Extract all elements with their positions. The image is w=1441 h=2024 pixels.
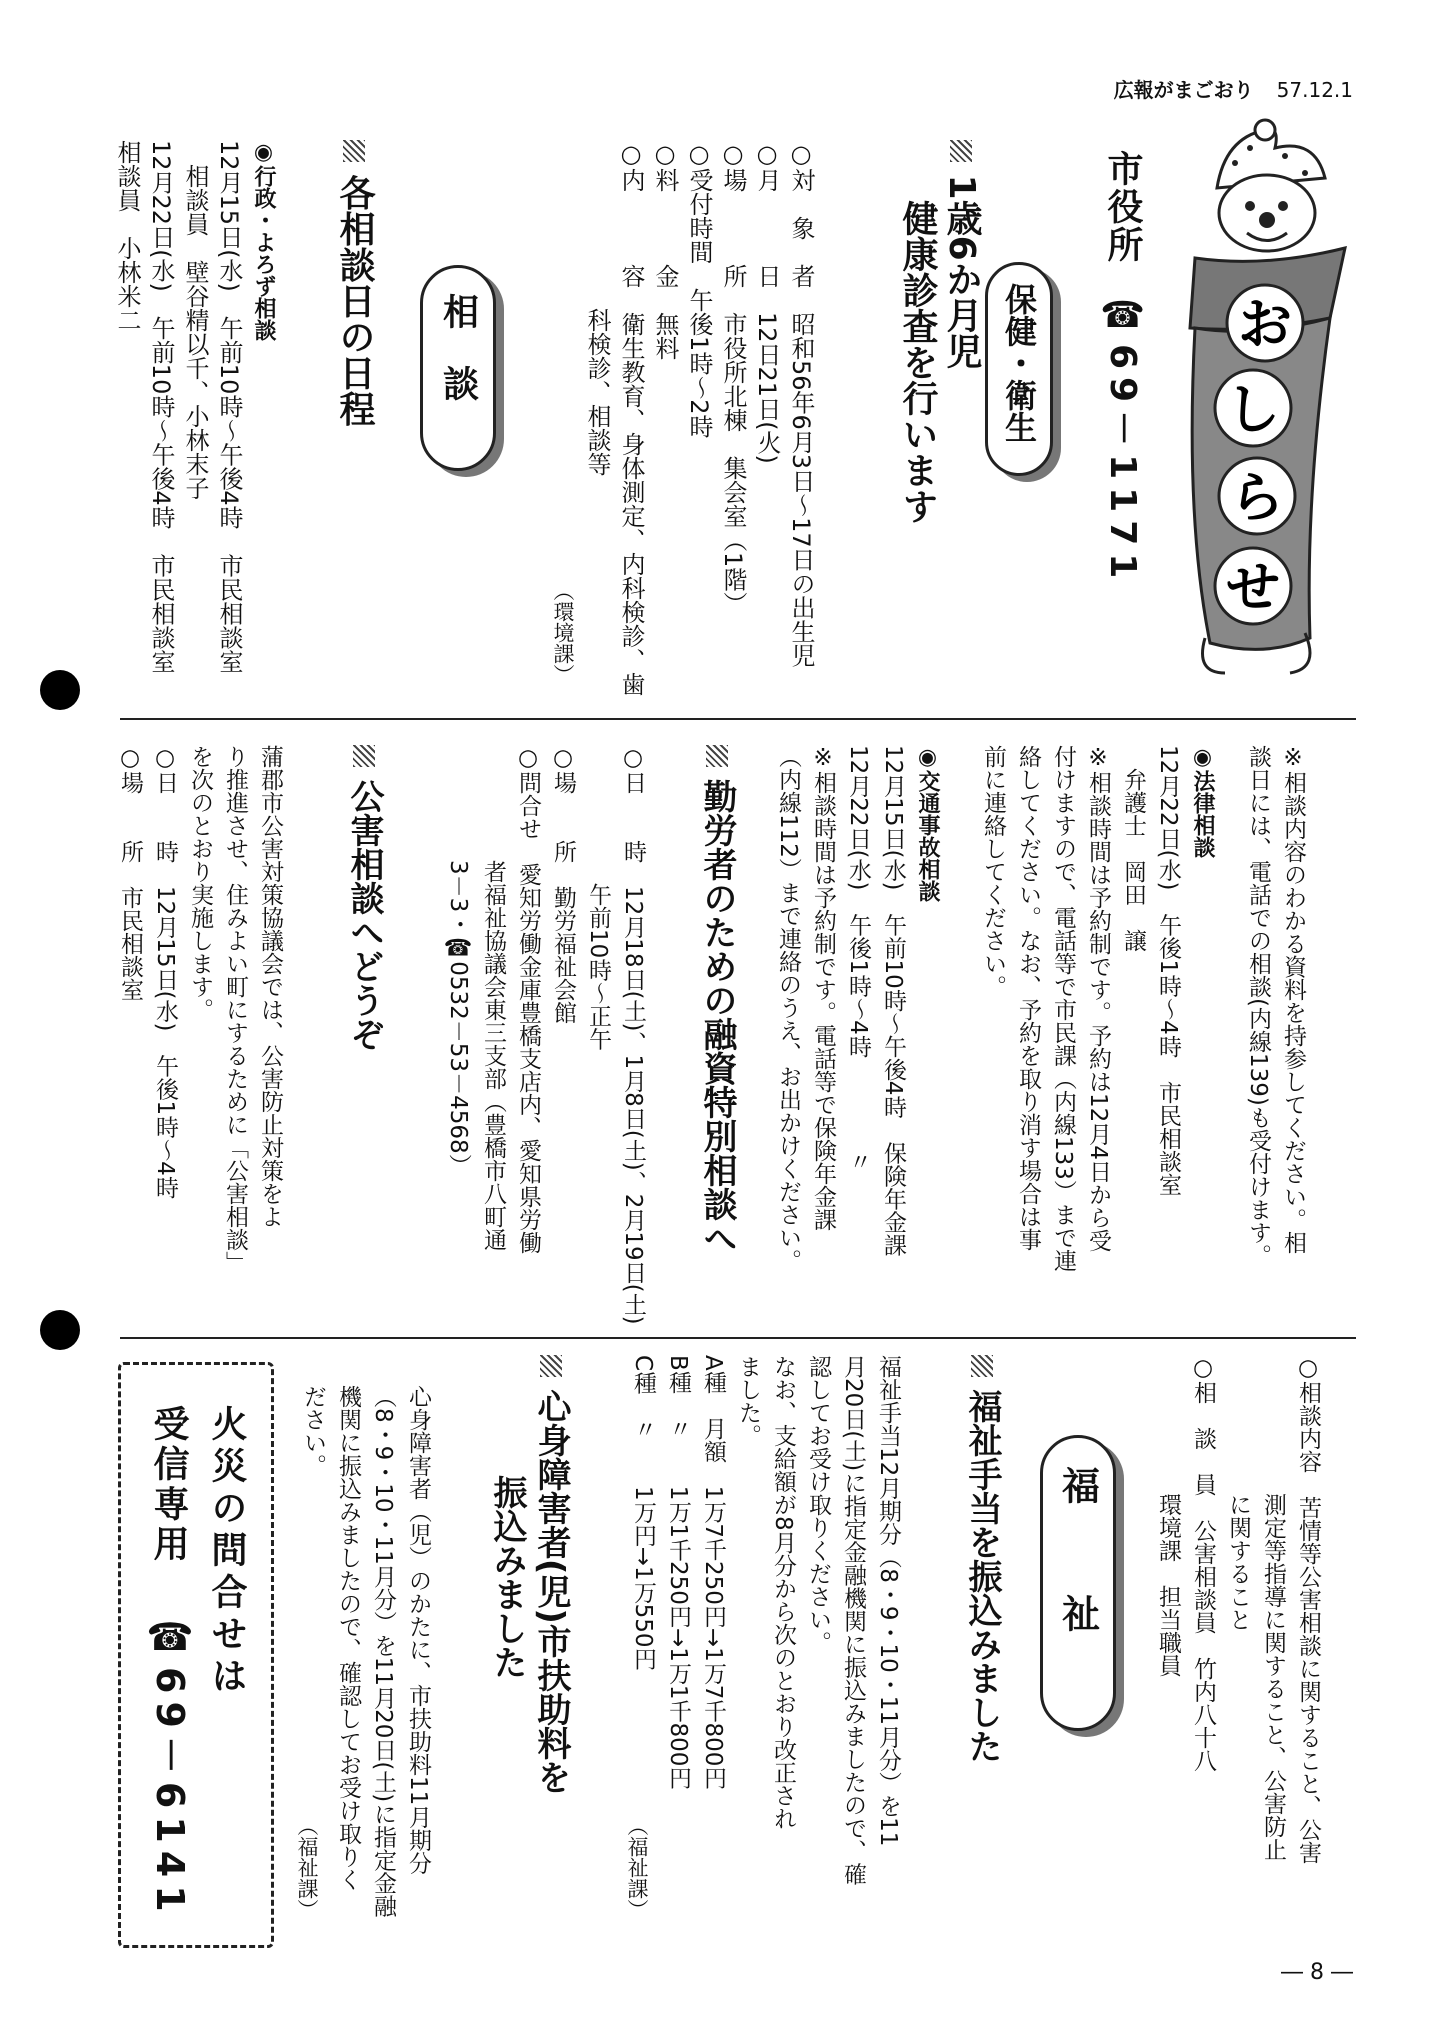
publication-name: 広報がまごおり bbox=[1113, 78, 1254, 102]
page-header bbox=[1114, 74, 1353, 103]
list-item: ました。 bbox=[735, 1355, 761, 1447]
hoken-items bbox=[580, 140, 818, 700]
hatch-icon bbox=[353, 745, 375, 767]
list-item: 科検診、相談等 bbox=[583, 140, 611, 476]
category-badge-fukushi bbox=[1040, 1435, 1116, 1731]
list-item: 付けますので、電話等で市民課（内線133）まで連 bbox=[1050, 745, 1076, 1272]
list-item: り推進させ、住みよい町にするために「公害相談」 bbox=[222, 745, 248, 1274]
shinshin-dept: （福祉課） bbox=[295, 1815, 319, 1920]
punch-hole-top bbox=[40, 670, 80, 710]
list-item: 3－3・☎0532－53－4568） bbox=[445, 745, 471, 1177]
list-item: 測定等指導に関すること、公害防止 bbox=[1260, 1355, 1286, 1861]
list-item: ださい。 bbox=[300, 1385, 326, 1477]
list-item: （内線112）まで連絡のうえ、お出かけください。 bbox=[775, 745, 801, 1272]
fire-label: 受信専用 bbox=[148, 1405, 189, 1565]
list-item: 環境課 担当職員 bbox=[1155, 1355, 1181, 1677]
subheading-koutsu: ◉交通事故相談 bbox=[915, 745, 940, 902]
kinrou-items bbox=[440, 745, 650, 1325]
list-item: ※相談時間は予約制です。予約は12月4日から受 bbox=[1085, 745, 1111, 1252]
list-item: に関すること bbox=[1225, 1355, 1251, 1631]
hoken-title bbox=[895, 140, 983, 700]
gyosei-block bbox=[110, 140, 280, 700]
list-item: ○問合せ 愛知労働金庫豊橋支店内、愛知県労働 bbox=[515, 745, 541, 1254]
list-item: 相談員 壁谷精以千、小林末子 bbox=[181, 140, 209, 500]
list-item: ○対 象 者 昭和56年6月3日～17日の出生児 bbox=[787, 140, 815, 668]
soudan-title: 各相談日の日程 bbox=[332, 140, 376, 427]
kougai-items bbox=[112, 745, 287, 1315]
list-item: ○受付時間 午後1時～2時 bbox=[685, 140, 713, 439]
list-item: ○相談内容 苦情等公害相談に関すること、公害 bbox=[1295, 1355, 1321, 1864]
list-item: ○場 所 勤労福祉会館 bbox=[550, 745, 576, 1024]
list-item: を次のとおり実施します。 bbox=[187, 745, 213, 1021]
list-item: （8・9・10・11月分）を11月20日(土)に指定金融 bbox=[370, 1385, 396, 1918]
list-item: 前に連絡してください。 bbox=[980, 745, 1006, 998]
list-item: 福祉手当12月期分（8・9・10・11月分）を11 bbox=[875, 1355, 901, 1847]
shinshin-title: 心身障害者(児)市扶助料を 振込みました bbox=[485, 1355, 573, 1955]
kinrou-title: 勤労者のための融資特別相談へ bbox=[695, 745, 739, 1255]
list-item: ○料 金 無料 bbox=[651, 140, 679, 360]
hoken-title-line1: 1歳6か月児 bbox=[939, 140, 983, 700]
category-label: 相談 bbox=[437, 293, 479, 437]
list-item: ○内 容 衛生教育、身体測定、内科検診、歯 bbox=[617, 140, 645, 696]
category-label: 保健・衛生 bbox=[1000, 283, 1038, 443]
list-item: B種 〃 1万1千250円→1万1千800円 bbox=[665, 1355, 691, 1790]
hoken-title-line2: 健康診査を行います bbox=[897, 200, 938, 524]
list-item: 12月22日(水) 午前10時～午後4時 市民相談室 bbox=[147, 140, 175, 674]
koutsu-block bbox=[770, 745, 944, 1315]
fukushi-dept: （福祉課） bbox=[625, 1815, 649, 1920]
fukushi-title: 福祉手当を振込みました bbox=[960, 1355, 1004, 1763]
list-item: 12月22日(水) 午後1時～4時 〃 bbox=[845, 745, 871, 1173]
soudan-note: ※相談内容のわかる資料を持参してください。相 談日には、電話での相談(内線139)も受付けます。 bbox=[1245, 745, 1306, 1267]
subheading-houritsu: ◉法律相談 bbox=[1190, 745, 1215, 858]
list-item: 蒲郡市公害対策協議会では、公害防止対策をよ bbox=[257, 745, 283, 1228]
list-item: 12月15日(水) 午前10時～午後4時 保険年金課 bbox=[880, 745, 906, 1257]
banner-char-ra: ら bbox=[1230, 466, 1284, 529]
list-item: 相談員 小林米二 bbox=[113, 140, 141, 332]
hatch-icon bbox=[706, 745, 728, 767]
hatch-icon bbox=[971, 1355, 993, 1377]
section-divider-1 bbox=[120, 718, 1356, 720]
list-item: 絡してください。なお、予約を取り消す場合は事 bbox=[1015, 745, 1041, 1251]
subheading-gyosei: ◉行政・よろず相談 bbox=[251, 140, 276, 341]
banner-char-se: せ bbox=[1226, 556, 1280, 619]
list-item: C種 〃 1万円→1万550円 bbox=[630, 1355, 656, 1671]
list-item: 機関に振込みましたので、確認してお受け取りく bbox=[335, 1385, 361, 1891]
list-item: ○相 談 員 公害相談員 竹内八十八 bbox=[1190, 1355, 1216, 1772]
masthead-phone: ☎69－1171 bbox=[1102, 295, 1143, 587]
fire-notice-box bbox=[118, 1362, 274, 1948]
category-badge-hoken bbox=[985, 262, 1053, 476]
hoken-dept: （環境課） bbox=[551, 580, 575, 685]
list-item: ※相談時間は予約制です。電話等で保険年金課 bbox=[810, 745, 836, 1231]
list-item: 12月15日(水) 午前10時～午後4時 市民相談室 bbox=[215, 140, 243, 674]
banner-char-o: お bbox=[1238, 293, 1292, 356]
list-item: ○場 所 市民相談室 bbox=[117, 745, 143, 1001]
section-divider-2 bbox=[120, 1337, 1356, 1339]
list-item: 午前10時～正午 bbox=[585, 745, 611, 1051]
banner-char-shi: し bbox=[1226, 378, 1280, 441]
kougai-cont bbox=[1150, 1355, 1325, 1955]
houritsu-block bbox=[975, 745, 1219, 1315]
category-label: 福祉 bbox=[1055, 1466, 1100, 1722]
list-item: 心身障害者（児）のかたに、市扶助料11月期分 bbox=[405, 1385, 431, 1875]
list-item: 者福祉協議会東三支部（豊橋市八町通 bbox=[480, 745, 506, 1251]
fire-phone: ☎69－6141 bbox=[148, 1615, 192, 1920]
hatch-icon bbox=[950, 140, 972, 162]
list-item: 12月22日(水) 午後1時～4時 市民相談室 bbox=[1155, 745, 1181, 1196]
list-item: 月20日(土)に指定金融機関に振込みましたので、確 bbox=[840, 1355, 866, 1886]
fire-title: 火災の問合せは bbox=[206, 1405, 247, 1699]
category-badge-soudan bbox=[420, 265, 496, 471]
list-item: ○場 所 市役所北棟 集会室（1階） bbox=[719, 140, 747, 616]
masthead-office: 市役所 bbox=[1102, 150, 1143, 264]
list-item: A種 月額 1万7千250円→1万7千800円 bbox=[700, 1355, 726, 1790]
list-item: ○日 時 12月15日(水) 午後1時～4時 bbox=[152, 745, 178, 1199]
issue-date: 57.12.1 bbox=[1276, 78, 1353, 102]
punch-hole-bottom bbox=[40, 1310, 80, 1350]
list-item: ○日 時 12月18日(土)、1月8日(土)、2月19日(土) bbox=[620, 745, 646, 1325]
list-item: 認してお受け取りください。 bbox=[805, 1355, 831, 1654]
clown-illustration bbox=[1155, 118, 1365, 678]
list-item: 弁護士 岡田 譲 bbox=[1120, 745, 1146, 952]
fukushi-items bbox=[625, 1355, 905, 1955]
hatch-icon bbox=[540, 1355, 562, 1377]
kougai-title: 公害相談へどうぞ bbox=[342, 745, 386, 1051]
page-number: ― 8 ― bbox=[1281, 1960, 1353, 1985]
list-item: ○月 日 12日21日(火) bbox=[753, 140, 781, 464]
list-item: なお、支給額が8月分から次のとおり改正され bbox=[770, 1355, 796, 1830]
hatch-icon bbox=[343, 140, 365, 162]
